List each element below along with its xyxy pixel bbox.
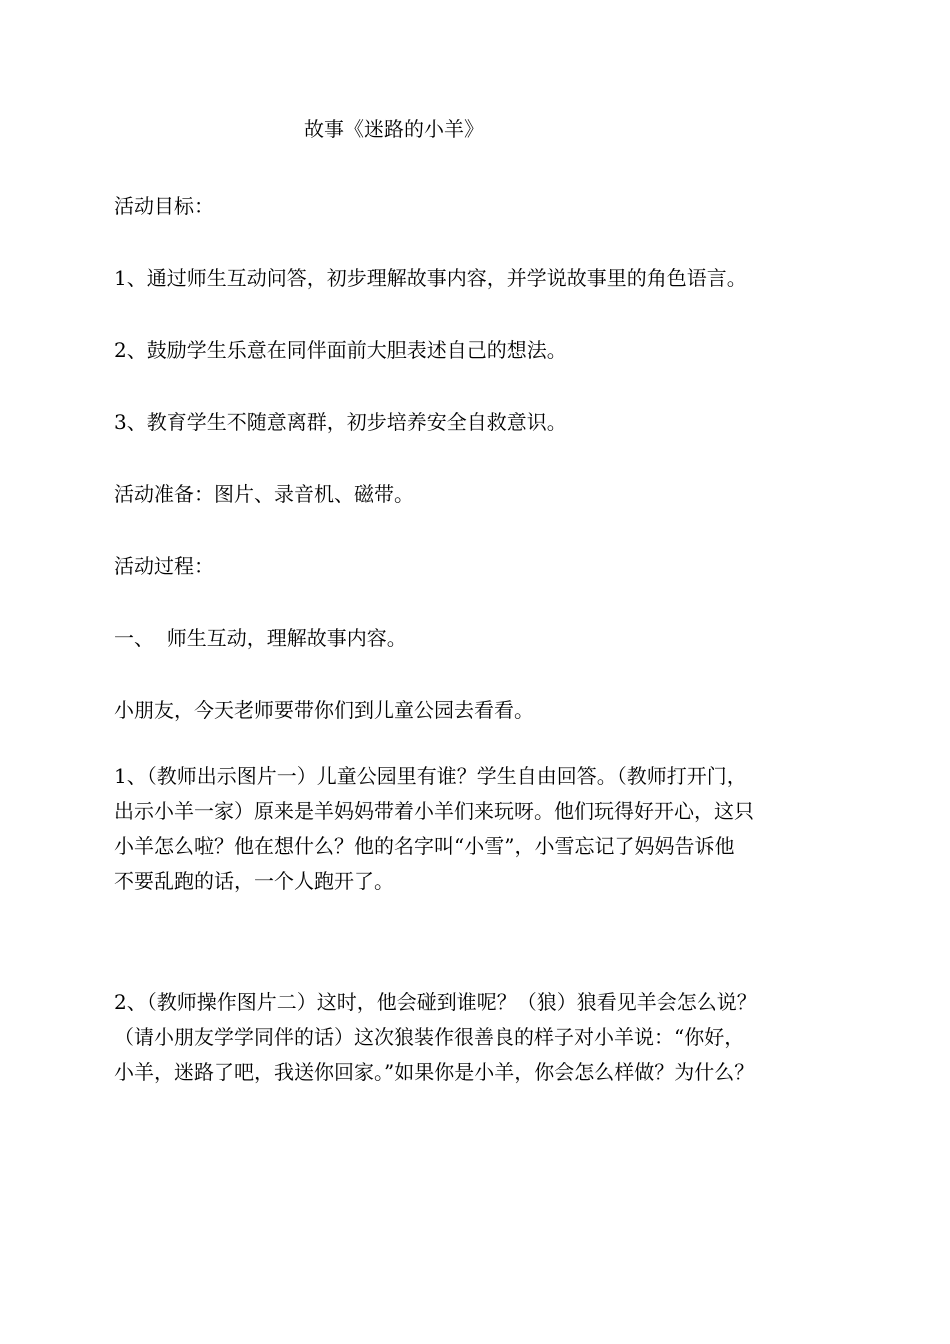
goal-1: 1、通过师生互动问答，初步理解故事内容，并学说故事里的角色语言。 xyxy=(114,266,747,290)
step-2-line: 2、（教师操作图片二）这时，他会碰到谁呢？（狼）狼看见羊会怎么说？ xyxy=(114,990,757,1014)
goal-3: 3、教育学生不随意离群，初步培养安全自救意识。 xyxy=(114,410,567,434)
step-1-line: 小羊怎么啦？他在想什么？他的名字叫“小雪”，小雪忘记了妈妈告诉他 xyxy=(114,834,735,858)
step-2-line: 小羊，迷路了吧，我送你回家。”如果你是小羊，你会怎么样做？为什么？ xyxy=(114,1060,755,1084)
step-1-line: 出示小羊一家）原来是羊妈妈带着小羊们来玩呀。他们玩得好开心，这只 xyxy=(114,799,754,823)
step-1-line: 不要乱跑的话，一个人跑开了。 xyxy=(114,869,394,893)
intro-paragraph: 小朋友，今天老师要带你们到儿童公园去看看。 xyxy=(114,698,534,722)
document-title: 故事《迷路的小羊》 xyxy=(304,117,484,141)
step-1-line: 1、（教师出示图片一）儿童公园里有谁？学生自由回答。（教师打开门， xyxy=(114,764,747,788)
goal-2: 2、鼓励学生乐意在同伴面前大胆表述自己的想法。 xyxy=(114,338,567,362)
step-1-paragraph xyxy=(114,759,834,899)
step-2-line: （请小朋友学学同伴的话）这次狼装作很善良的样子对小羊说：“你好， xyxy=(114,1025,745,1049)
preparation: 活动准备：图片、录音机、磁带。 xyxy=(114,482,414,506)
step-2-paragraph xyxy=(114,985,834,1090)
goals-heading: 活动目标： xyxy=(114,194,214,218)
process-heading: 活动过程： xyxy=(114,554,214,578)
section-1-heading: 一、 师生互动，理解故事内容。 xyxy=(114,626,407,650)
